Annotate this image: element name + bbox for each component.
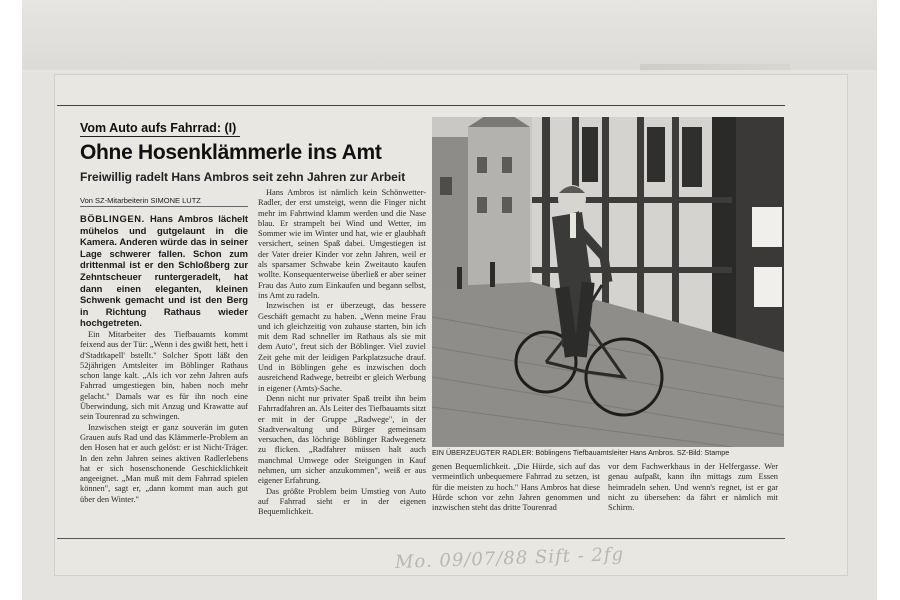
cyclist-photo-image	[432, 117, 784, 447]
lead-text: Hans Ambros lächelt mühelos und gutgelaunt in die Kamera. Anderen würde das in seiner Lage schwerer fallen. Schon zum drittenmal ist er den Schloßberg zur Zehntscheuer runtergeradelt, hat dann einen eleganten, kleinen Schwenk gemacht und ist den Berg in Richtung Rathaus wieder hochgetreten.	[80, 213, 248, 328]
article-kicker: Vom Auto aufs Fahrrad: (I)	[80, 121, 237, 135]
col2-paragraph: Das größte Problem beim Umstieg von Auto auf Fahrrad sieht er in der eigenen Bequemlichkeit.	[258, 486, 426, 517]
col2-paragraph: Inzwischen ist er überzeugt, das bessere Geschäft gemacht zu haben. „Wenn meine Frau und ich gleichzeitig von zuhause starten, bin ich mit dem Rad schneller im Rathaus als sie mit dem Auto", freut sich der Böblinger. Viel zuviel Zeit gehe mit der leidigen Parkplatzsuche drauf. Und in Böblingen gehe es inzwischen doch ausreichend Radwege, betreibt er gleich Werbung in eigener (Amts)-Sache.	[258, 301, 426, 393]
kicker-underline	[80, 136, 240, 137]
col1-paragraph: Inzwischen steigt er ganz souverän im guten Grauen aufs Rad und das Klämmerle-Problem an den Hosen hat er auch gelöst: er ist Nicht-Träger. In den zehn Jahren seines aktiven Radlerlebens hat er sich hosenschonende Geschicklichkeit angeeignet. „Man muß mit dem Fahrrad spielen können", sagt er, „dann kommt man auch gut über den Winter."	[80, 422, 248, 504]
column-1-body	[80, 330, 248, 527]
article-photo	[432, 117, 784, 447]
lead-location: BÖBLINGEN.	[80, 213, 145, 224]
col2-paragraph: Denn nicht nur privater Spaß treibt ihn beim Fahrradfahren an. Als Leiter des Tiefbauamts sitzt er mit in der Gruppe „Radwege", in der Stadtverwaltung und Bürger gemeinsam versuchen, das löchrige Böblinger Radwegenetz zu flicken. „Radfahrer müssen halt auch manchmal Umwege oder Steigungen in Kauf nehmen, um sicher anzukommen", weiß er aus eigener Erfahrung.	[258, 393, 426, 486]
column-2-body	[258, 188, 426, 528]
bottom-rule	[57, 538, 785, 539]
byline-rule	[80, 206, 248, 207]
column-4-body	[608, 462, 778, 517]
lead-paragraph	[80, 213, 248, 328]
scan-top-area	[22, 0, 877, 70]
top-rule	[57, 105, 785, 106]
col3-paragraph: genen Bequemlichkeit. „Die Hürde, sich auf das vermeintlich unbequemere Fahrrad zu setzen, ist für die meisten zu hoch." Hans Ambros hat diese Hürde schon vor zehn Jahren genommen und inzwischen steht das dritte Tourenrad	[432, 462, 600, 513]
handwritten-annotation: Mo. 09/07/88 Sift - 2fg	[394, 544, 625, 573]
col2-paragraph: Hans Ambros ist nämlich kein Schönwetter-Radler, der erst umsteigt, wenn die Finger nicht mehr im Fahrtwind klamm werden und die Nase blau. Er strampelt bei Wind und Wetter, im Sommer wie im Winter und hat, wie er glaubhaft versichert, seinen Spaß dabei. Umgestiegen ist der Vater dreier Kinder vor zehn Jahren, weil er als sparsamer Schwabe kein Zweitauto kaufen wollte. Konsequenterweise überließ er aber seiner Frau das Auto zum Einkaufen und begann selbst, ins Amt zu radeln.	[258, 188, 426, 300]
col1-paragraph: Ein Mitarbeiter des Tiefbauamts kommt feixend aus der Tür: „Wenn i des gwißt hett, hett i d'Stadtkapell' bstellt." Solcher Spott läßt den 52jährigen Amtsleiter im Böblinger Rathaus schon lange kalt. „Als ich vor zehn Jahren aufs Fahrrad umgestiegen bin, haben noch mehr gelacht." Damals war es für ihn noch eine Überwindung, sich mit Anzug und Krawatte auf sein Tourenrad zu schwingen.	[80, 330, 248, 422]
col4-paragraph: vor dem Fachwerkhaus in der Helfergasse. Wer genau aufpaßt, kann ihn mittags zum Essen heimradeln sehen. Und wenn's regnet, ist er gar nicht zu übersehen: da fährt er nämlich mit Schirm.	[608, 462, 778, 513]
article-headline: Ohne Hosenklämmerle ins Amt	[80, 141, 382, 164]
column-3-body	[432, 462, 600, 532]
article-subhead: Freiwillig radelt Hans Ambros seit zehn Jahren zur Arbeit	[80, 170, 406, 184]
photo-caption: EIN ÜBERZEUGTER RADLER: Böblingens Tiefbauamtsleiter Hans Ambros. SZ-Bild: Stampe	[432, 448, 730, 457]
bleed-through-text	[640, 64, 790, 70]
article-byline: Von SZ-Mitarbeiterin SIMONE LUTZ	[80, 196, 201, 205]
